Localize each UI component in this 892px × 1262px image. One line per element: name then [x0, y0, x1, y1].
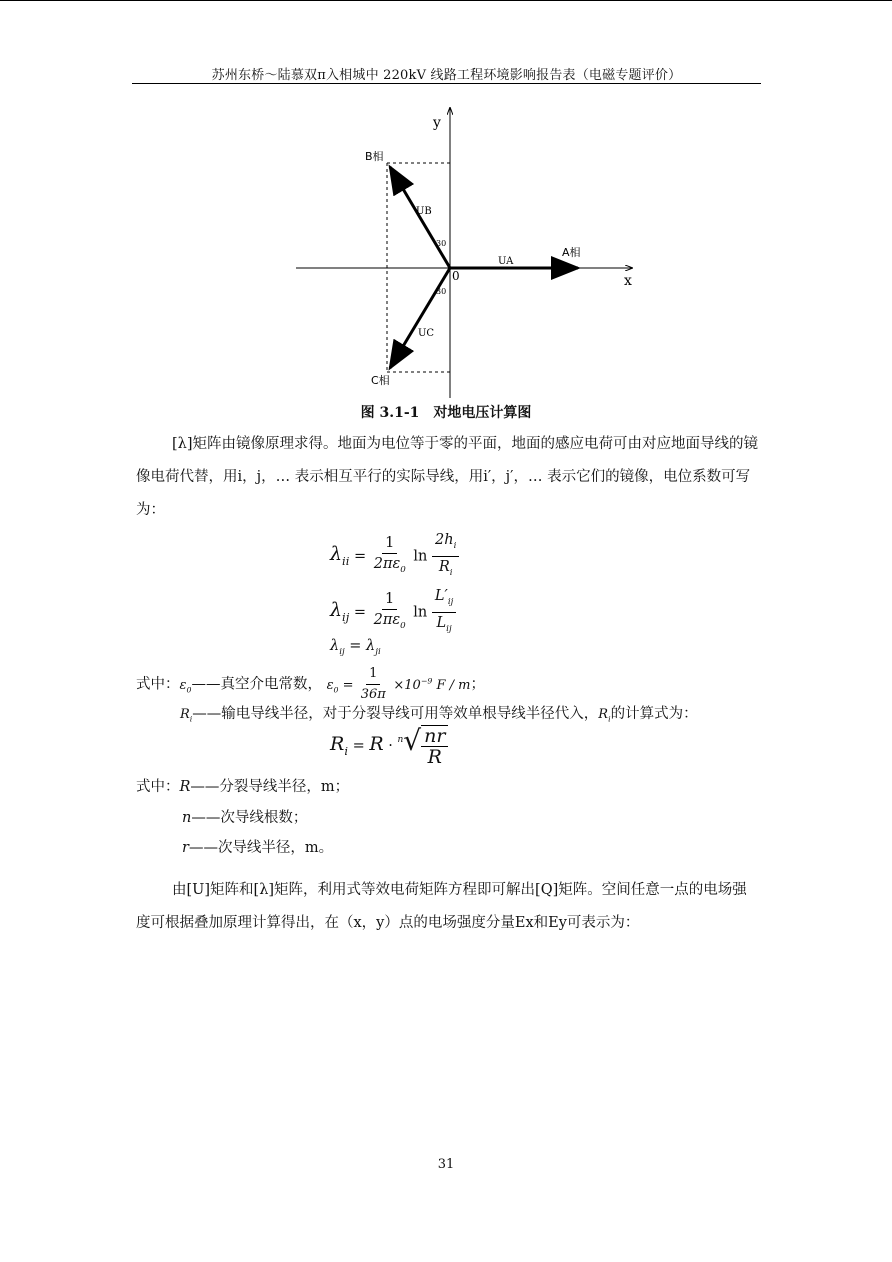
- phasor-uc: [390, 268, 450, 368]
- figure-caption: 图 3.1-1 对地电压计算图: [360, 405, 532, 421]
- eps-prefix: 式中：: [136, 676, 180, 693]
- n-definition: n——次导线根数；: [182, 810, 308, 826]
- page-header: 苏州东桥～陆慕双π入相城中 220kV 线路工程环境影响报告表（电磁专题评价）: [211, 68, 682, 83]
- r-prefix: 式中：: [136, 779, 180, 795]
- axis-y-label: y: [433, 115, 441, 131]
- ri-definition: $R_i——$输电导线半径，对于分裂导线可用等效单根导线半径代入，$R_i$的计算式为：: [180, 706, 698, 724]
- rr-desc: ——次导线半径，m。: [188, 840, 334, 856]
- ri-desc2: 的计算式为：: [610, 706, 698, 722]
- rr-definition: r——次导线半径，m。: [182, 840, 334, 856]
- phase-voltage-diagram: [0, 0, 892, 420]
- angle-top-label: 30: [436, 239, 447, 248]
- formula-lambda-symmetry: $\lambda_{ij} = \lambda_{ji}$: [330, 638, 381, 657]
- formula-lambda-ij: $\lambda_{ij}$ = $\frac{1}{2\pi\varepsilon_0}$ ln $\frac{L'_{ij}}{L_{ij}}$: [330, 586, 456, 639]
- origin-label: 0: [452, 269, 460, 283]
- phasor-ub: [390, 167, 450, 268]
- phase-c-label: C相: [371, 374, 390, 387]
- phase-a-label: A相: [562, 246, 581, 259]
- paragraph-lambda-matrix: [136, 428, 760, 527]
- ri-desc: ——输电导线半径，对于分裂导线可用等效单根导线半径代入，: [192, 706, 599, 722]
- axis-x-label: x: [624, 273, 632, 289]
- r-definition: 式中：R——分裂导线半径，m；: [136, 779, 350, 795]
- phase-b-label: B相: [365, 150, 384, 163]
- angle-bottom-label: 30: [436, 287, 447, 296]
- uc-label: UC: [418, 328, 435, 339]
- formula-ri: $R_i = R \cdot ^n√$ $\frac{nr}{R}$: [330, 724, 448, 767]
- paragraph-q-matrix: [136, 874, 760, 940]
- ub-label: UB: [416, 206, 432, 217]
- page-number: 31: [437, 1157, 455, 1172]
- formula-lambda-ii: $\lambda_{ii}$ = $\frac{1}{2\pi\varepsilon_0}$ ln $\frac{2h_i}{R_i}$: [330, 530, 459, 583]
- paragraph-q-text: 由[U]矩阵和[λ]矩阵，利用式等效电荷矩阵方程即可解出[Q]矩阵。空间任意一点的电场强度可根据叠加原理计算得出，在（x，y）点的电场强度分量Ex和Ey可表示为：: [136, 882, 747, 931]
- epsilon-definition: 式中：$\varepsilon_0——$真空介电常数， $\varepsilon_0$ = $\frac{1}{36\pi}$ $\times 10^{-9}$ F / m；: [136, 666, 485, 702]
- n-desc: ——次导线根数；: [191, 810, 308, 826]
- r-desc: ——分裂导线半径，m；: [190, 779, 350, 795]
- eps-desc: ——真空介电常数，: [191, 676, 322, 693]
- paragraph-lambda-text: [λ]矩阵由镜像原理求得。地面为电位等于零的平面，地面的感应电荷可由对应地面导线的镜像电荷代替，用i，j，… 表示相互平行的实际导线，用i′，j′，… 表示它们的镜像，电位系数可写为：: [136, 436, 759, 518]
- ua-label: UA: [498, 256, 514, 267]
